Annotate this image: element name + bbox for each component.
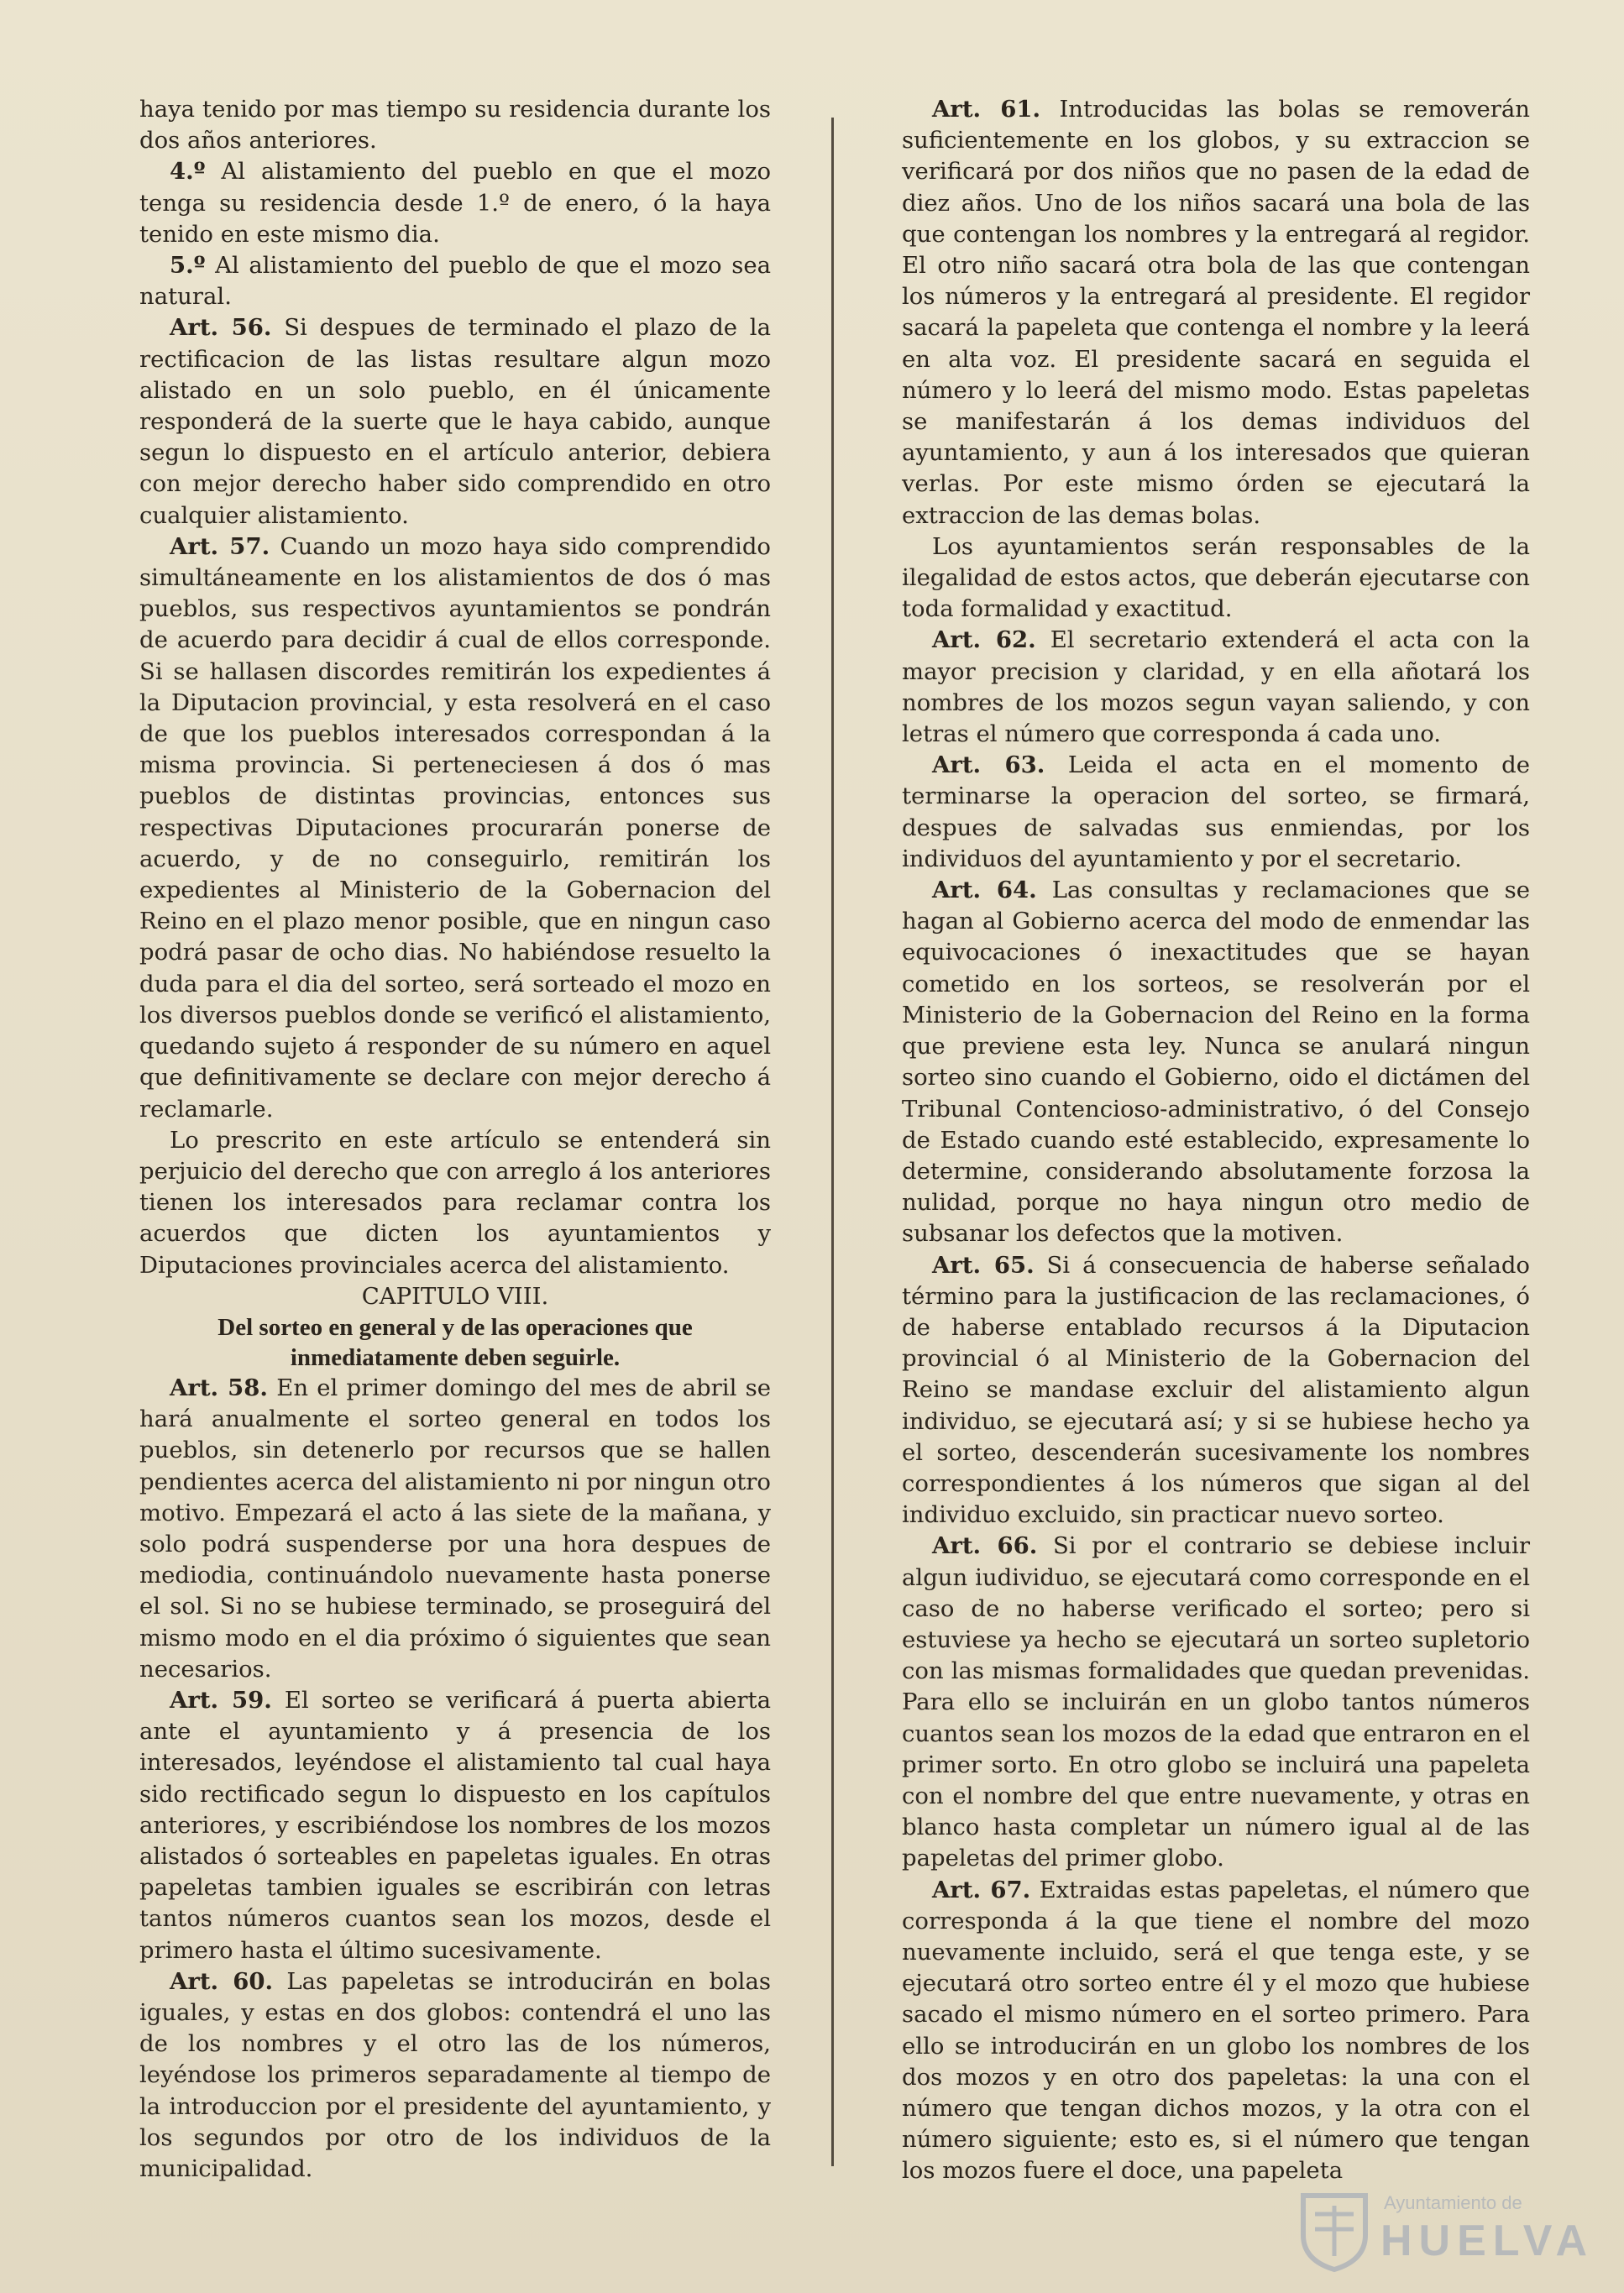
article-number: Art. 67. [932,1876,1031,1903]
article-number: Art. 59. [170,1686,272,1714]
article-text: haya tenido por mas tiempo su residencia durante los dos años anteriores. [139,96,771,154]
left-paragraphs [139,94,771,1281]
column-divider [831,118,834,2166]
right-paragraphs [902,94,1530,2187]
article-number: Art. 64. [932,877,1037,904]
article-paragraph [902,1250,1530,1531]
article-paragraph [139,531,771,1125]
article-text: Al alistamiento del pueblo de que el mozo sea natural. [139,252,771,311]
article-text: El sorteo se verificará á puerta abierta ante el ayuntamiento y á presencia de los interesados, leyéndose el alistamiento tal cual haya sido rectificado segun lo dispuesto en los capítulos anteriores, y escribiéndose los nombres de los mozos alistados ó sorteables en papeletas iguales. En otras papeletas tambien iguales se escribirán con letras tantos números cuantos sean los mozos, desde el primero hasta el último sucesivamente. [139,1686,771,1964]
article-text: Las consultas y reclamaciones que se hagan al Gobierno acerca del modo de enmendar las equivocaciones ó inexactitudes que se hayan cometido en los sorteos, se resolverán por el Ministerio de la Gobernacion del Reino en la forma que previene esta ley. Nunca se anulará ningun sorteo sino cuando el Gobierno, oido el dictámen del Tribunal Contencioso-administrativo, ó del Consejo de Estado cuando esté establecido, expresamente lo determine, considerando absolutamente forzosa la nulidad, porque no haya ningun otro medio de subsanar los defectos que la motiven. [902,877,1530,1248]
article-paragraph [139,1966,771,2185]
chapter-subtitle: Del sorteo en general y de las operaciones que inmediatamente deben seguirle. [217,1313,693,1371]
article-paragraph [902,1875,1530,2187]
article-paragraph [902,625,1530,750]
article-paragraph [902,1531,1530,1874]
watermark-text: HUELVA [1380,2217,1595,2265]
chapter-title: CAPITULO VIII. [361,1282,549,1310]
article-text: Introducidas las bolas se removerán suficientemente en los globos, y su extraccion se verificará por dos niños que no pasen de la edad de diez años. Uno de los niños sacará una bola de las que contengan los nombres y la entregará al regidor. El otro niño sacará otra bola de las que contengan los números y la entregará al presidente. El regidor sacará la papeleta que contenga el nombre y la leerá en alta voz. El presidente sacará en seguida el número y lo leerá del mismo modo. Estas papeletas se manifestarán á los demas individuos del ayuntamiento, y aun á los interesados que quieran verlas. Por este mismo órden se ejecutará la extraccion de las demas bolas. [902,96,1530,529]
article-text: Si á consecuencia de haberse señalado término para la justificacion de las reclamaciones, ó de haberse entablado recursos á la Diputacion provincial ó al Ministerio de la Gobernacion del Reino se mandase excluir del alistamiento algun individuo, se ejecutará así; y si se hubiese hecho ya el sorteo, descenderán sucesivamente los nombres correspondientes á los números que sigan al del individuo excluido, sin practicar nuevo sorteo. [902,1251,1530,1529]
article-number: 4.º [170,158,206,186]
article-number: Art. 56. [170,314,272,342]
article-paragraph [902,531,1530,626]
article-text: Cuando un mozo haya sido comprendido simultáneamente en los alistamientos de dos ó mas pueblos, sus respectivos ayuntamientos se pondrán de acuerdo para decidir á cual de ellos corresponde. Si se hallasen discordes remitirán los expedientes á la Diputacion provincial, y esta resolverá en el caso de que los pueblos interesados correspondan á la misma provincia. Si perteneciesen á dos ó mas pueblos de distintas provincias, entonces sus respectivas Diputaciones procurarán ponerse de acuerdo, y de no conseguirlo, remitirán los expedientes al Ministerio de la Gobernacion del Reino en el plazo menor posible, que en ningun caso podrá pasar de ocho dias. No habiéndose resuelto la duda para el dia del sorteo, será sorteado el mozo en los diversos pueblos donde se verificó el alistamiento, quedando sujeto á responder de su número en aquel que definitivamente se declare con mejor derecho á reclamarle. [139,532,771,1123]
article-number: Art. 58. [170,1374,269,1401]
article-number: Art. 62. [932,626,1036,654]
article-paragraph [139,94,771,156]
article-number: Art. 57. [170,532,270,560]
article-paragraph [902,750,1530,875]
article-paragraph [139,312,771,531]
article-text: El secretario extenderá el acta con la mayor precision y claridad, y en ella añotará los nombres de los mozos segun vayan saliendo, y con letras el número que corresponda á cada uno. [902,626,1530,748]
article-text: Lo prescrito en este artículo se entenderá sin perjuicio del derecho que con arreglo á los anteriores tienen los interesados para reclamar contra los acuerdos que dicten los ayuntamientos y Diputaciones provinciales acerca del alistamiento. [139,1126,771,1279]
article-paragraph [139,1125,771,1281]
article-text: Los ayuntamientos serán responsables de la ilegalidad de estos actos, que deberán ejecutarse con toda formalidad y exactitud. [902,532,1530,623]
article-number: Art. 61. [932,96,1041,123]
right-column [902,94,1530,2187]
article-number: Art. 60. [170,1967,274,1995]
article-paragraph [902,94,1530,531]
article-paragraph [139,156,771,250]
watermark-small-text: Ayuntamiento de [1384,2192,1522,2213]
article-paragraph [139,250,771,312]
article-text: En el primer domingo del mes de abril se hará anualmente el sorteo general en todos los pueblos, sin detenerlo por recursos que se hallen pendientes acerca del alistamiento ni por ningun otro motivo. Empezará el acto á las siete de la mañana, y solo podrá suspenderse por una hora despues de mediodia, continuándolo nuevamente hasta ponerse el sol. Si no se hubiese terminado, se proseguirá del mismo modo en el dia próximo ó siguientes que sean necesarios. [139,1374,771,1683]
article-number: Art. 63. [932,751,1045,779]
article-text: Si por el contrario se debiese incluir algun iudividuo, se ejecutará como corresponde en el caso de no haberse verificado el sorteo; pero si estuviese ya hecho se ejecutará un sorteo supletorio con las mismas formalidades que quedan prevenidas. Para ello se incluirán en un globo tantos números cuantos sean los mozos de la edad que entraron en el primer sorto. En otro globo se incluirá una papeleta con el nombre del que entre nuevamente, y otras en blanco hasta completar un número igual al de las papeletas del primer globo. [902,1532,1530,1872]
article-number: Art. 65. [932,1251,1035,1279]
shield-icon [1297,2189,1372,2273]
article-text: Leida el acta en el momento de terminarse la operacion del sorteo, se firmará, despues de salvadas sus enmiendas, por los individuos del ayuntamiento y por el secretario. [902,751,1530,872]
article-text: Si despues de terminado el plazo de la rectificacion de las listas resultare algun mozo alistado en un solo pueblo, en él únicamente responderá de la suerte que le haya cabido, aunque segun lo dispuesto en el artículo anterior, debiera con mejor derecho haber sido comprendido en otro cualquier alistamiento. [139,314,771,529]
article-number: Art. 66. [932,1532,1038,1560]
article-paragraph [902,875,1530,1249]
article-text: Al alistamiento del pueblo en que el mozo tenga su residencia desde 1.º de enero, ó la haya tenido en este mismo dia. [139,158,771,248]
article-text: Extraidas estas papeletas, el número que corresponda á la que tiene el nombre del mozo nuevamente incluido, será el que tenga este, y se ejecutará otro sorteo entre él y el mozo que hubiese sacado el mismo número en el sorteo primero. Para ello se introducirán en un globo los nombres de los dos mozos y en otro dos papeletas: la una con el número que tengan dichos mozos, y la otra con el número siguiente; esto es, si el número que tengan los mozos fuere el doce, una papeleta [902,1876,1530,2185]
watermark-logo [1297,2189,1595,2273]
article-paragraph [139,1685,771,1966]
article-number: 5.º [170,252,206,280]
left-column [139,94,771,2185]
left-paragraphs-after [139,1373,771,2185]
article-text: Las papeletas se introducirán en bolas iguales, y estas en dos globos: contendrá el uno las de los nombres y el otro las de los números, leyéndose los primeros separadamente al tiempo de la introduccion por el presidente del ayuntamiento, y los segundos por otro de los individuos de la municipalidad. [139,1967,771,2182]
article-paragraph [139,1373,771,1685]
